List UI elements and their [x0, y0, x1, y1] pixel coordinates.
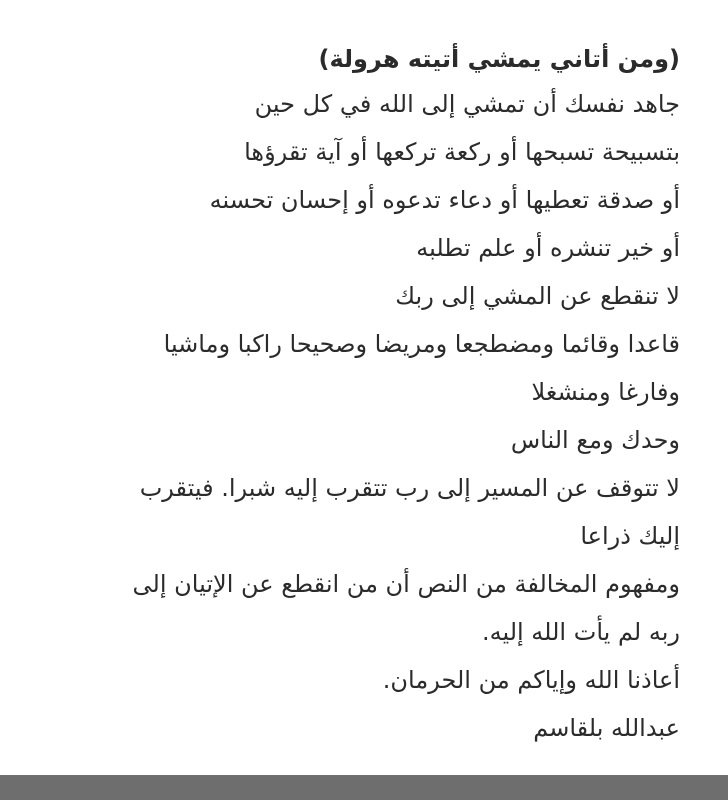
text-line: جاهد نفسك أن تمشي إلى الله في كل حين — [254, 90, 680, 118]
document-title: (ومن أتاني يمشي أتيته هرولة) — [318, 45, 680, 73]
text-line: بتسبيحة تسبحها أو ركعة تركعها أو آية تقرؤها — [244, 138, 680, 166]
text-line: أو صدقة تعطيها أو دعاء تدعوه أو إحسان تحسنه — [209, 186, 680, 214]
text-line: ربه لم يأت الله إليه. — [481, 618, 680, 646]
document-body — [40, 38, 680, 752]
text-line: إليك ذراعا — [580, 522, 680, 550]
text-line: ومفهوم المخالفة من النص أن من انقطع عن الإتيان إلى — [132, 570, 680, 598]
bottom-bar — [0, 775, 728, 800]
text-line: أعاذنا الله وإياكم من الحرمان. — [382, 666, 680, 694]
text-line: وحدك ومع الناس — [510, 426, 680, 454]
text-line: لا تتوقف عن المسير إلى رب تتقرب إليه شبرا. فيتقرب — [139, 474, 680, 502]
text-line: أو خير تنشره أو علم تطلبه — [416, 234, 680, 262]
author-signature: عبدالله بلقاسم — [533, 714, 680, 742]
text-line: لا تنقطع عن المشي إلى ربك — [395, 282, 680, 310]
text-line: وفارغا ومنشغلا — [531, 378, 680, 406]
text-line: قاعدا وقائما ومضطجعا ومريضا وصحيحا راكبا وماشيا — [163, 330, 680, 358]
